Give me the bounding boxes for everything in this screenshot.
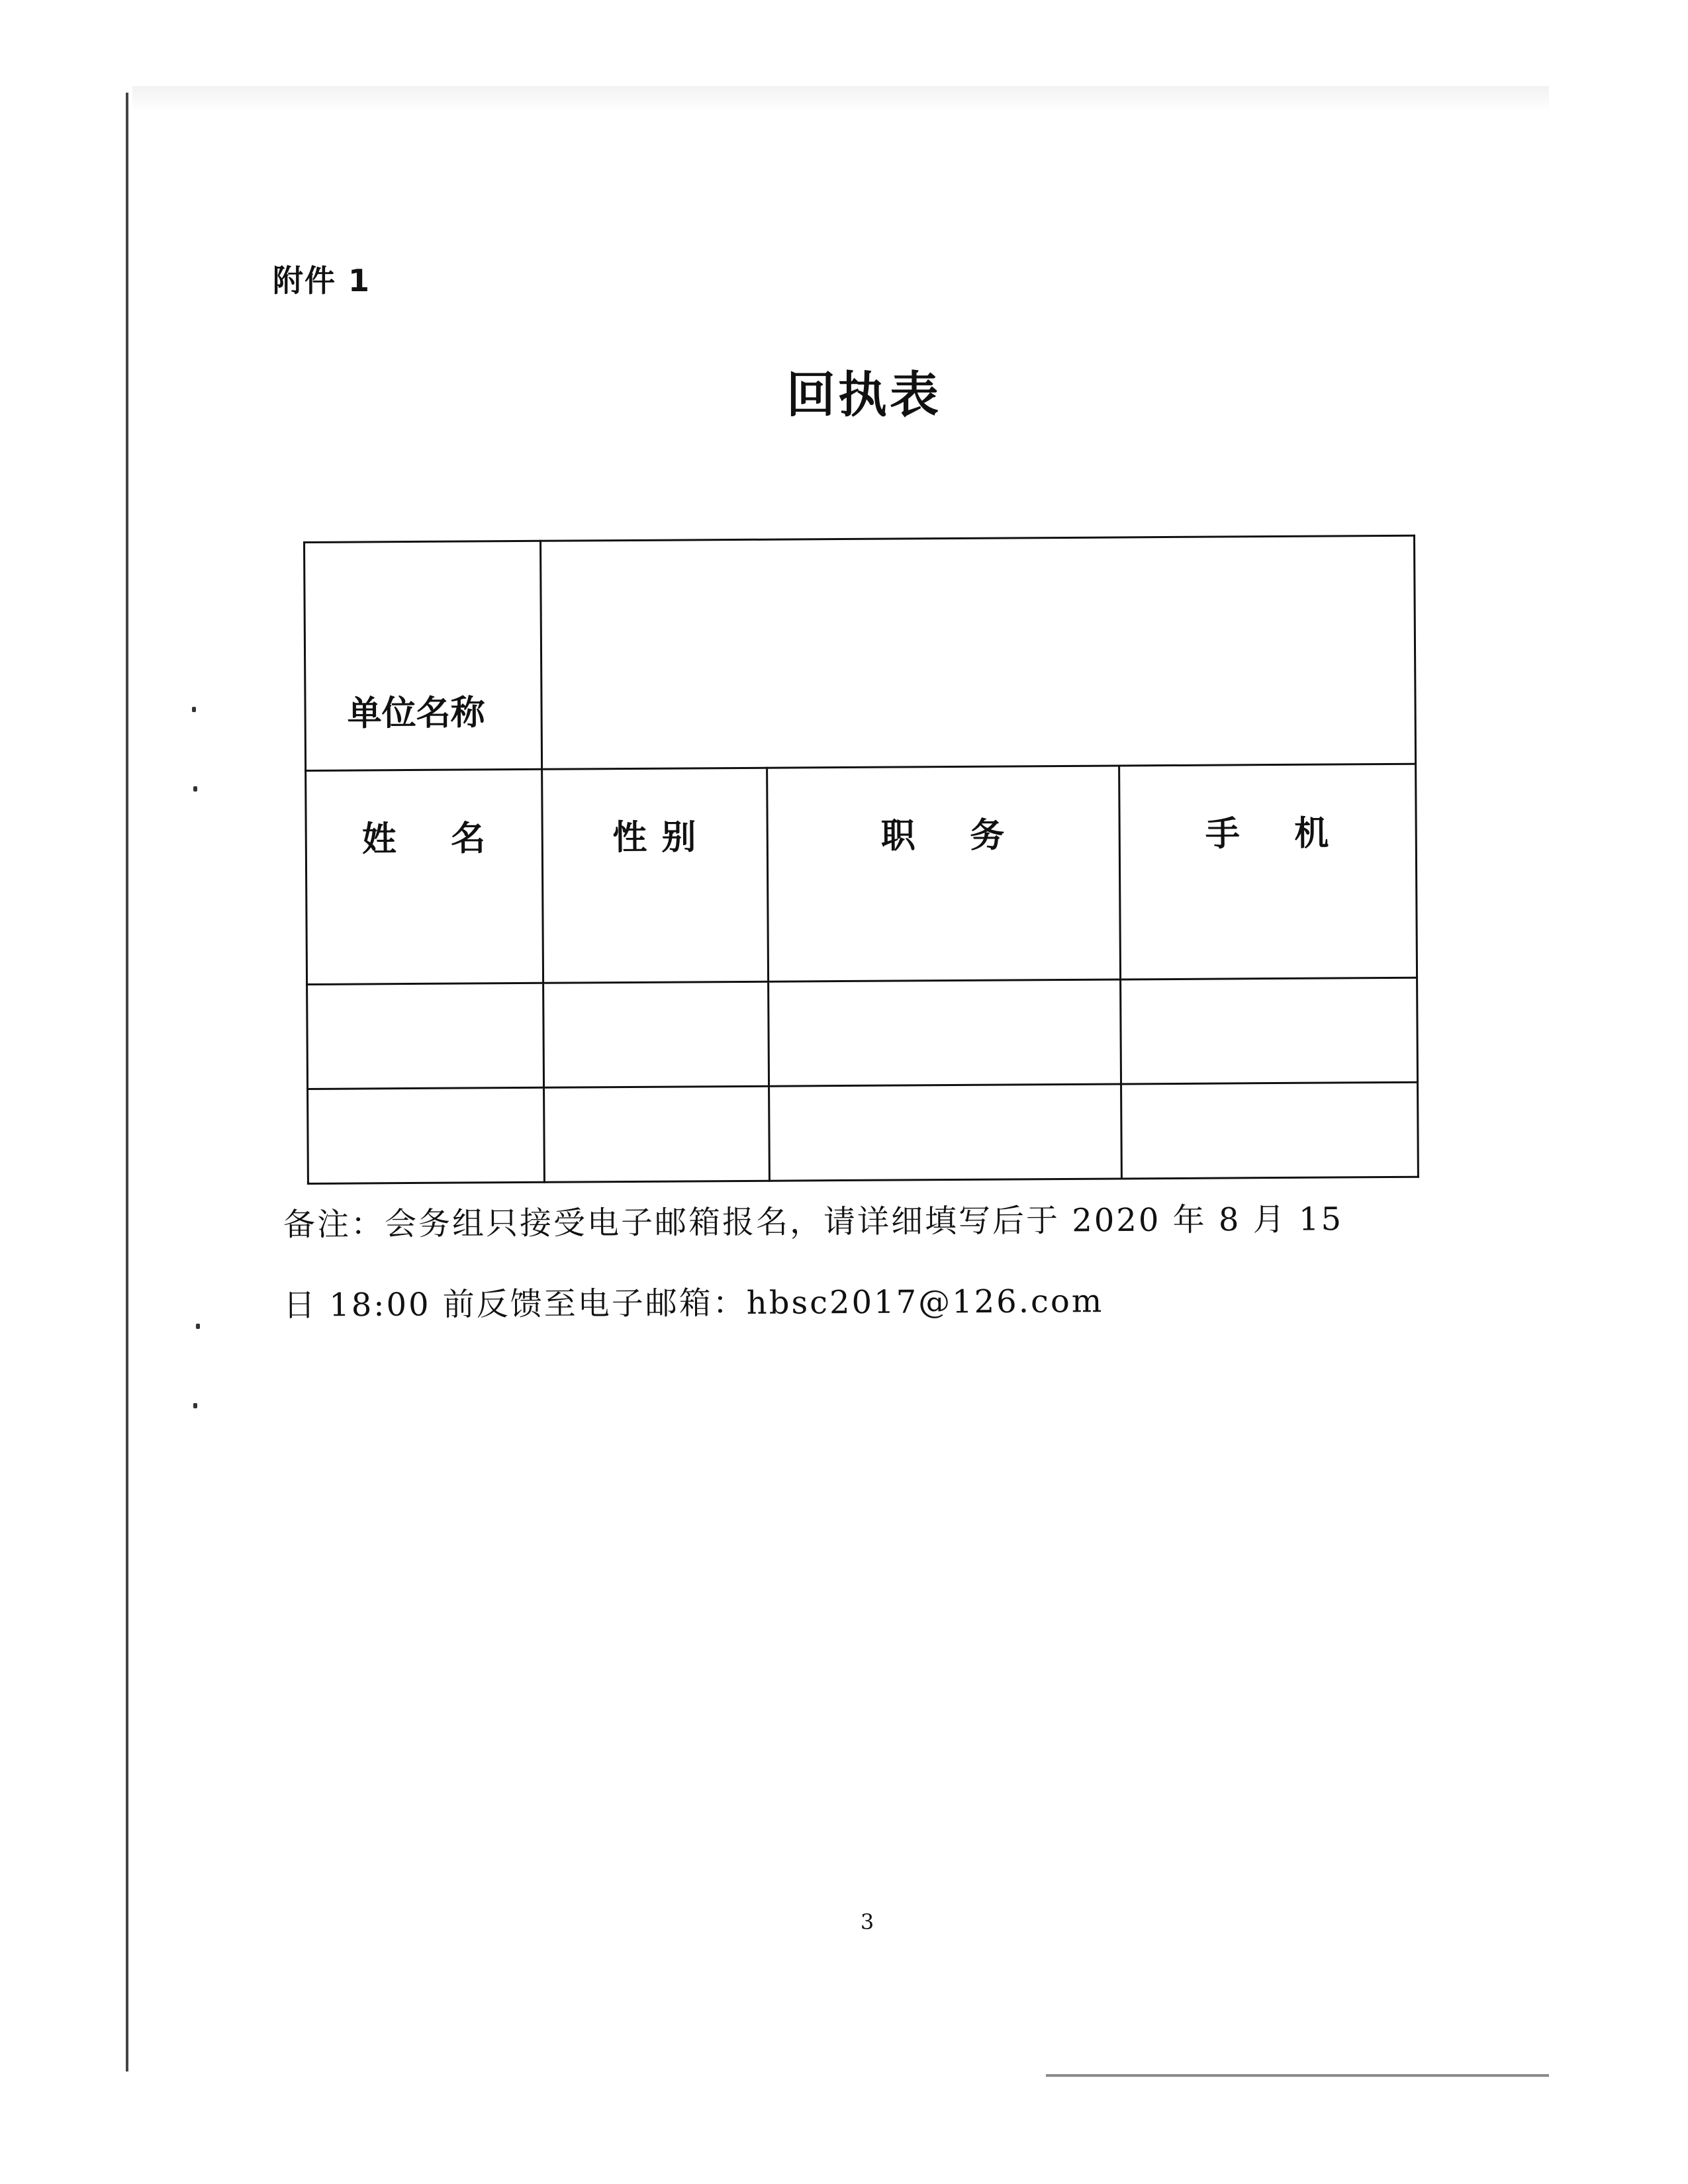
header-mobile — [1119, 764, 1417, 979]
scan-top-strip — [132, 86, 1549, 113]
scan-speck — [193, 1403, 197, 1408]
cell-position[interactable] — [769, 1084, 1121, 1181]
header-name-text: 姓 名 — [361, 819, 487, 860]
scan-speck — [192, 707, 196, 712]
header-position — [767, 766, 1120, 981]
header-mobile-text: 手 机 — [1205, 813, 1331, 854]
header-position-text: 职 务 — [880, 815, 1006, 856]
header-gender-text: 性 别 — [612, 817, 698, 858]
attachment-label: 附件 1 — [273, 263, 371, 298]
cell-mobile[interactable] — [1121, 1082, 1418, 1179]
scan-speck — [196, 1324, 200, 1329]
header-name — [306, 769, 543, 984]
page-bottom-edge — [1046, 2074, 1549, 2077]
header-gender — [542, 768, 768, 983]
unit-name-field[interactable] — [541, 535, 1416, 769]
page-title: 回执表 — [786, 367, 941, 424]
scan-speck — [193, 786, 197, 792]
cell-mobile[interactable] — [1120, 978, 1417, 1084]
receipt-form-table — [303, 535, 1419, 1185]
cell-gender[interactable] — [543, 981, 769, 1087]
page-number: 3 — [860, 1909, 874, 1934]
cell-position[interactable] — [768, 979, 1121, 1086]
table-row — [308, 1082, 1419, 1183]
cell-name[interactable] — [308, 1087, 545, 1183]
note-line-2: 日 18:00 前反馈至电子邮箱：hbsc2017@126.com — [283, 1283, 1104, 1324]
cell-gender[interactable] — [544, 1086, 769, 1182]
note-line-1: 备注：会务组只接受电子邮箱报名，请详细填写后于 2020 年 8 月 15 — [283, 1201, 1344, 1244]
header-row — [306, 764, 1417, 984]
unit-name-row — [305, 535, 1416, 770]
unit-name-label: 单位名称 — [305, 541, 543, 770]
cell-name[interactable] — [307, 983, 544, 1089]
table-row — [307, 978, 1418, 1089]
